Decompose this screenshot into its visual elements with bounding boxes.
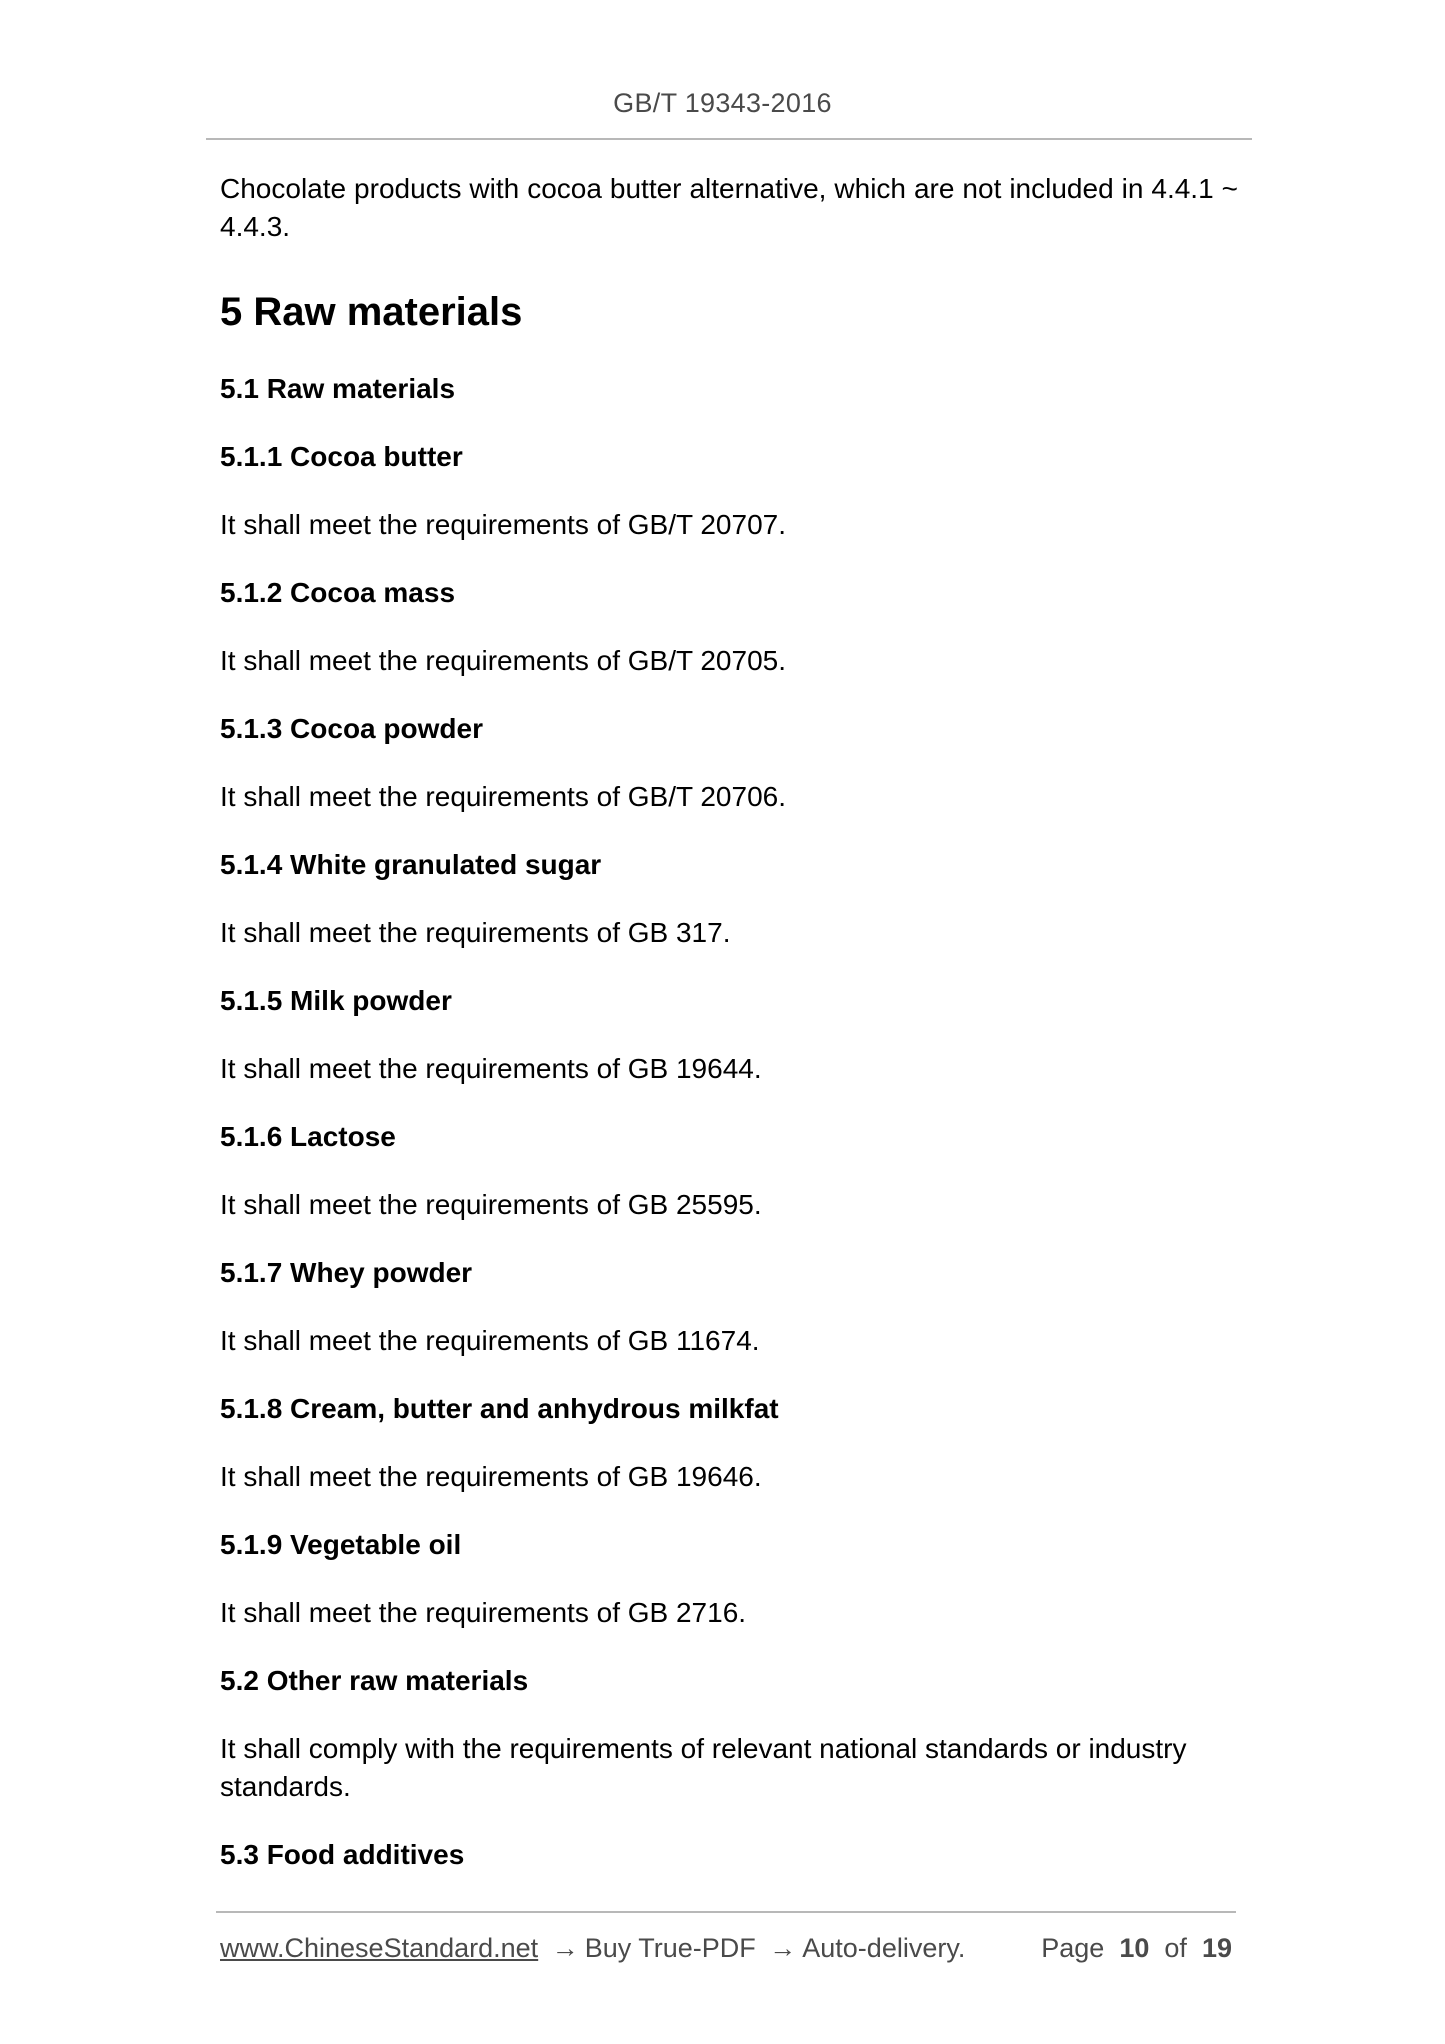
section-5-1-3-text: It shall meet the requirements of GB/T 20706. <box>220 781 787 812</box>
section-5-1-4-text: It shall meet the requirements of GB 317. <box>220 917 731 948</box>
section-5-1-heading: 5.1 Raw materials <box>220 373 456 404</box>
section-5-3-heading: 5.3 Food additives <box>220 1839 465 1870</box>
section-5-1-8-heading: 5.1.8 Cream, butter and anhydrous milkfat <box>220 1393 779 1424</box>
total-pages: 19 <box>1201 1933 1232 1963</box>
delivery-text: Auto-delivery. <box>802 1933 966 1963</box>
header-divider <box>206 138 1252 140</box>
section-5-2-heading: 5.2 Other raw materials <box>220 1665 529 1696</box>
section-5-1-2-heading: 5.1.2 Cocoa mass <box>220 577 456 608</box>
section-5-1-5-text: It shall meet the requirements of GB 19644. <box>220 1053 762 1084</box>
arrow-right-icon: → <box>551 1933 579 1963</box>
footer-divider <box>216 1911 1236 1913</box>
section-5-1-4-heading: 5.1.4 White granulated sugar <box>220 849 602 880</box>
arrow-right-icon: → <box>769 1933 797 1963</box>
page-number: 10 <box>1119 1933 1150 1963</box>
page-label: Page <box>1041 1933 1105 1963</box>
section-5-1-1-heading: 5.1.1 Cocoa butter <box>220 441 463 472</box>
buy-text: Buy True-PDF <box>584 1933 756 1963</box>
section-5-1-7-text: It shall meet the requirements of GB 11674. <box>220 1325 760 1356</box>
intro-paragraph: Chocolate products with cocoa butter alternative, which are not included in 4.4.1 ~ 4.4.3. <box>220 173 1238 242</box>
section-5-1-7-heading: 5.1.7 Whey powder <box>220 1257 473 1288</box>
section-5-1-5-heading: 5.1.5 Milk powder <box>220 985 452 1016</box>
section-5-1-6-heading: 5.1.6 Lactose <box>220 1121 396 1152</box>
page-counter <box>1041 1933 1232 1964</box>
website-link[interactable]: www.ChineseStandard.net <box>220 1933 539 1963</box>
section-5-1-2-text: It shall meet the requirements of GB/T 20705. <box>220 645 787 676</box>
footer-promo <box>220 1933 965 1964</box>
section-5-1-3-heading: 5.1.3 Cocoa powder <box>220 713 483 744</box>
page-header: GB/T 19343-2016 <box>613 88 832 118</box>
section-5-2-text: It shall comply with the requirements of relevant national standards or industry standards. <box>220 1733 1187 1802</box>
section-5-1-1-text: It shall meet the requirements of GB/T 20707. <box>220 509 787 540</box>
of-label: of <box>1164 1933 1187 1963</box>
document-body <box>220 170 1238 1874</box>
section-5-1-8-text: It shall meet the requirements of GB 19646. <box>220 1461 762 1492</box>
section-5-1-9-heading: 5.1.9 Vegetable oil <box>220 1529 462 1560</box>
section-5-heading: 5 Raw materials <box>220 290 523 334</box>
section-5-1-9-text: It shall meet the requirements of GB 2716. <box>220 1597 747 1628</box>
section-5-1-6-text: It shall meet the requirements of GB 25595. <box>220 1189 762 1220</box>
